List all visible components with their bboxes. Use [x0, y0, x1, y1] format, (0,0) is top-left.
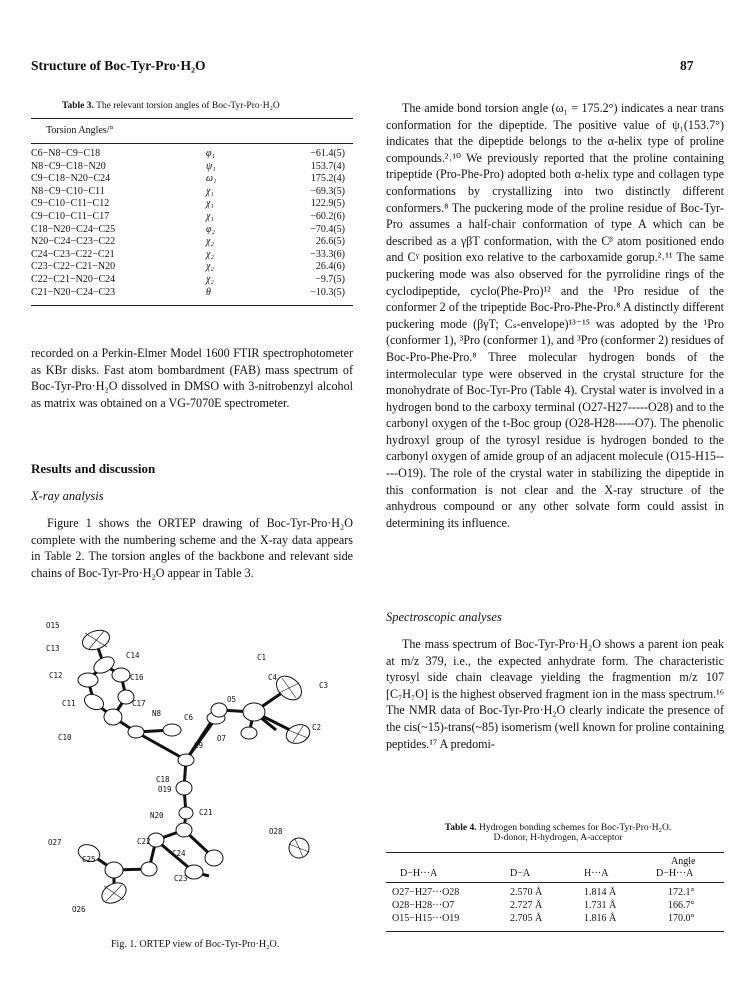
table3-cell-atoms: C23−C22−C21−N20 [31, 261, 116, 273]
atom-label: C9 [194, 741, 204, 750]
table4-body [386, 886, 724, 925]
right-paragraph-1-text: The amide bond torsion angle (ω₁ = 175.2°) indicates a near trans conformation for the dipeptide. The positive value of ψ₁(153.7°) indicates that the dipeptide belongs to the α-helix type of proline compounds.²˒¹⁰ We previously reported that the proline containing tripeptide (Pro-Phe-Pro) adopted both α-helix type and collagen type conformations by crystallizing into two distinctly different conformers.⁸ The puckering mode of the proline residue of Boc-Tyr-Pro assumes a half-chair conformation of type A which can be described as a γβT conformation, with the Cᵝ atom positioned endo and Cˠ position exo relative to the carboxamide gorup.²˒¹¹ The same puckering mode was also observed for the pyrrolidine rings of the cyclodipeptide, cyclo(Phe-Pro)¹² and the ¹Pro residue of the conformer 2 of the tripeptide Boc-Pro-Phe-Pro.⁸ A distinctly different puckering mode (βγT; Cₛ-envelope)¹³⁻¹⁵ was adopted by the ¹Pro (conformer 1), ³Pro (conformer 1), and ³Pro (conformer 2) residues of Boc-Pro-Phe-Pro.⁸ Three molecular hydrogen bonds of the intermolecular type were observed in the crystal structure for the monohydrate of Boc-Tyr-Pro (Table 4). Crystal water is involved in a hydrogen bond to the carboxy terminal (O27-H27-----O28) and to the carbonyl oxygen of the t-Boc group (O28-H28-----O7). The phenolic hydroxyl group of the tyrosyl residue is hydrogen bonded to the carbonyl oxygen of amide group of an adjacent molecule (O15-H15-----O19). The role of the crystal water in stabilizing the dipeptide in this conformation is not clear and the X-ray structure of the anhydrous compound or any other solvate form could assist in determining its influence. [386, 101, 724, 530]
atom-label: C17 [132, 699, 146, 708]
table3-row [31, 261, 353, 274]
figure1-caption [111, 939, 279, 950]
table3-row [31, 161, 353, 174]
table3-cell-atoms: C9−C10−C11−C17 [31, 210, 110, 222]
table3-cell-sym: χ₂ [206, 248, 214, 260]
table3-row [31, 249, 353, 262]
table3-row [31, 148, 353, 161]
atom-label: O15 [46, 621, 60, 630]
table3-cell-val: −10.3(5) [310, 286, 345, 298]
table3-header-rule [31, 143, 353, 144]
running-title: Structure of Boc-Tyr-Pro·H₂O [31, 58, 206, 73]
table3-cell-atoms: C22−C21−N20−C24 [31, 273, 116, 285]
left-paragraph-2 [31, 515, 353, 581]
subsection-heading-spectroscopic: Spectroscopic analyses [386, 610, 502, 624]
right-paragraph-2 [386, 636, 724, 752]
table4-cell-ha: 1.731 Å [584, 900, 617, 911]
atom-label: C18 [156, 775, 170, 784]
table3-caption-label: Table 3. [62, 101, 94, 111]
atom-label: C25 [82, 855, 96, 864]
atom-label: O26 [72, 905, 86, 914]
table3-cell-sym: χ₁ [206, 210, 214, 222]
table3-cell-atoms: C9−C10−C11−C12 [31, 198, 110, 210]
left-paragraph-2-text: Figure 1 shows the ORTEP drawing of Boc-Tyr-Pro·H₂O complete with the numbering scheme and the X-ray data appears in Table 2. The torsion angles of the backbone and relevant side chains of Boc-Tyr-Pro·H₂O appear in Table 3. [31, 516, 353, 580]
table3-cell-atoms: C6−N8−C9−C18 [31, 148, 101, 159]
table3-row [31, 287, 353, 300]
atom-label: C22 [137, 837, 151, 846]
atom-label: C23 [174, 874, 188, 883]
atom-label: N20 [150, 811, 164, 820]
atom-label: C16 [130, 673, 144, 682]
atom-label: O28 [269, 827, 283, 836]
table4-row [386, 912, 724, 925]
atom-label: C6 [184, 713, 194, 722]
table4-cell-dha: O27−H27···O28 [392, 887, 460, 898]
table3-cell-sym: χ₁ [206, 198, 214, 210]
table3-cell-sym: χ₁ [206, 185, 214, 197]
table3-row [31, 186, 353, 199]
table3-row [31, 236, 353, 249]
table3 [31, 148, 353, 299]
atom-label: C14 [126, 651, 140, 660]
atom-label: C11 [62, 699, 76, 708]
table3-cell-atoms: N8−C9−C18−N20 [31, 160, 106, 172]
table4-header-ha: H···A [584, 868, 609, 879]
table4-header-angle-top: Angle [671, 856, 696, 867]
figure1-caption-label: Fig. 1. [111, 939, 137, 950]
table3-cell-val: −70.4(5) [310, 223, 345, 235]
table3-cell-sym: θ [206, 286, 211, 298]
table4-caption-line2: D-donor, H-hydrogen, A-acceptor [493, 833, 623, 843]
table3-cell-sym: χ₂ [206, 261, 214, 273]
right-paragraph-1 [386, 100, 724, 531]
atom-label: C13 [46, 644, 60, 653]
table3-cell-atoms: C24−C23−C22−C21 [31, 248, 115, 260]
table4-caption-label: Table 4. [444, 823, 477, 833]
subsection-heading-xray: X-ray analysis [31, 489, 104, 503]
table3-cell-atoms: C21−N20−C24−C23 [31, 286, 116, 298]
atom-label: O27 [48, 838, 62, 847]
table3-cell-val: −61.4(5) [310, 148, 345, 159]
table3-top-rule [31, 118, 353, 119]
table3-cell-val: 122.9(5) [310, 198, 345, 210]
table4-cell-ang: 166.7° [668, 900, 695, 911]
table3-cell-val: −9.7(5) [315, 273, 345, 285]
left-paragraph-1 [31, 345, 353, 411]
table4-cell-dha: O28−H28···O7 [392, 900, 455, 911]
atom-label: C12 [49, 671, 63, 680]
atom-label: O7 [217, 734, 227, 743]
table3-cell-val: −60.2(6) [310, 210, 345, 222]
ortep-figure [44, 618, 334, 918]
table3-cell-val: 26.6(5) [315, 236, 345, 248]
atom-label: C4 [268, 673, 278, 682]
table4-cell-da: 2.727 Å [510, 900, 543, 911]
atom-label: C24 [172, 849, 186, 858]
table4-bottom-rule [386, 931, 724, 932]
table3-cell-atoms: N20−C24−C23−C22 [31, 236, 116, 248]
table4-cell-ha: 1.816 Å [584, 913, 617, 924]
table3-cell-val: 175.2(4) [310, 173, 345, 185]
table3-cell-val: 153.7(4) [310, 160, 345, 172]
atom-label: C1 [257, 653, 267, 662]
table4-row [386, 886, 724, 899]
table3-cell-atoms: C18−N20−C24−C25 [31, 223, 116, 235]
table3-row [31, 198, 353, 211]
table3-cell-atoms: C9−C18−N20−C24 [31, 173, 111, 185]
table3-row [31, 173, 353, 186]
table3-cell-atoms: N8−C9−C10−C11 [31, 185, 105, 197]
table3-cell-sym: ψ₁ [206, 160, 216, 172]
table3-cell-val: −33.3(6) [310, 248, 345, 260]
atom-label: C21 [199, 808, 213, 817]
page-number: 87 [680, 58, 694, 73]
atom-label: C3 [319, 681, 329, 690]
table4-cell-ang: 170.0° [668, 913, 695, 924]
figure1-caption-text: ORTEP view of Boc-Tyr-Pro·H₂O. [139, 939, 280, 950]
table4-row [386, 899, 724, 912]
table4-header-dha: D−H···A [400, 868, 438, 879]
atom-label: O5 [227, 695, 237, 704]
table4-cell-ang: 172.1° [668, 887, 695, 898]
table4-header-rule [386, 882, 724, 883]
table3-cell-sym: χ₂ [206, 273, 214, 285]
table3-col-header: Torsion Angles/° [46, 125, 114, 136]
table3-caption-text: The relevant torsion angles of Boc-Tyr-Pro·H₂O [96, 101, 280, 111]
atom-label: C2 [312, 723, 322, 732]
table4-cell-dha: O15−H15···O19 [392, 913, 460, 924]
table3-row [31, 224, 353, 237]
table4-cell-ha: 1.814 Å [584, 887, 617, 898]
table3-cell-val: −69.3(5) [310, 185, 345, 197]
table4-header-angle-bottom: D−H···A [656, 868, 694, 879]
table4-header-da: D−A [510, 868, 531, 879]
right-paragraph-2-text: The mass spectrum of Boc-Tyr-Pro·H₂O shows a parent ion peak at m/z 379, i.e., the expected anhydrate form. The characteristic tyrosyl side chain cleavage yielding the fragmention m/z 107 [C₇H₇O] is the highest observed fragment ion in the mass spectrum.¹⁶ The NMR data of Boc-Tyr-Pro·H₂O clearly indicate the presence of the cis(~15)-trans(~85) isomerism (well known for proline containing peptides.¹⁷ A predomi- [386, 637, 724, 751]
table4-caption [408, 823, 708, 843]
table3-row [31, 211, 353, 224]
table3-bottom-rule [31, 305, 353, 306]
table3-cell-val: 26.4(6) [315, 261, 345, 273]
atom-label: O19 [158, 785, 172, 794]
table4-cell-da: 2.570 Å [510, 887, 543, 898]
table3-cell-sym: φ₂ [206, 223, 216, 235]
section-heading-results: Results and discussion [31, 461, 156, 476]
atom-label: N8 [152, 709, 162, 718]
table3-caption [62, 101, 280, 111]
table3-cell-sym: φ₁ [206, 148, 216, 159]
table3-row [31, 274, 353, 287]
atom-label: C10 [58, 733, 72, 742]
table3-cell-sym: χ₂ [206, 236, 214, 248]
table4-caption-line1: Hydrogen bonding schemes for Boc-Tyr-Pro·H₂O. [479, 823, 672, 833]
table4-cell-da: 2.705 Å [510, 913, 543, 924]
left-paragraph-1-text: recorded on a Perkin-Elmer Model 1600 FTIR spectrophotometer as KBr disks. Fast atom bombardment (FAB) mass spectrum of Boc-Tyr-Pro·H₂O dissolved in DMSO with 3-nitrobenzyl alcohol as matrix was obtained on a VG-7070E spectrometer. [31, 346, 353, 410]
table4-top-rule [386, 852, 724, 853]
table3-cell-sym: ω₁ [206, 173, 217, 185]
